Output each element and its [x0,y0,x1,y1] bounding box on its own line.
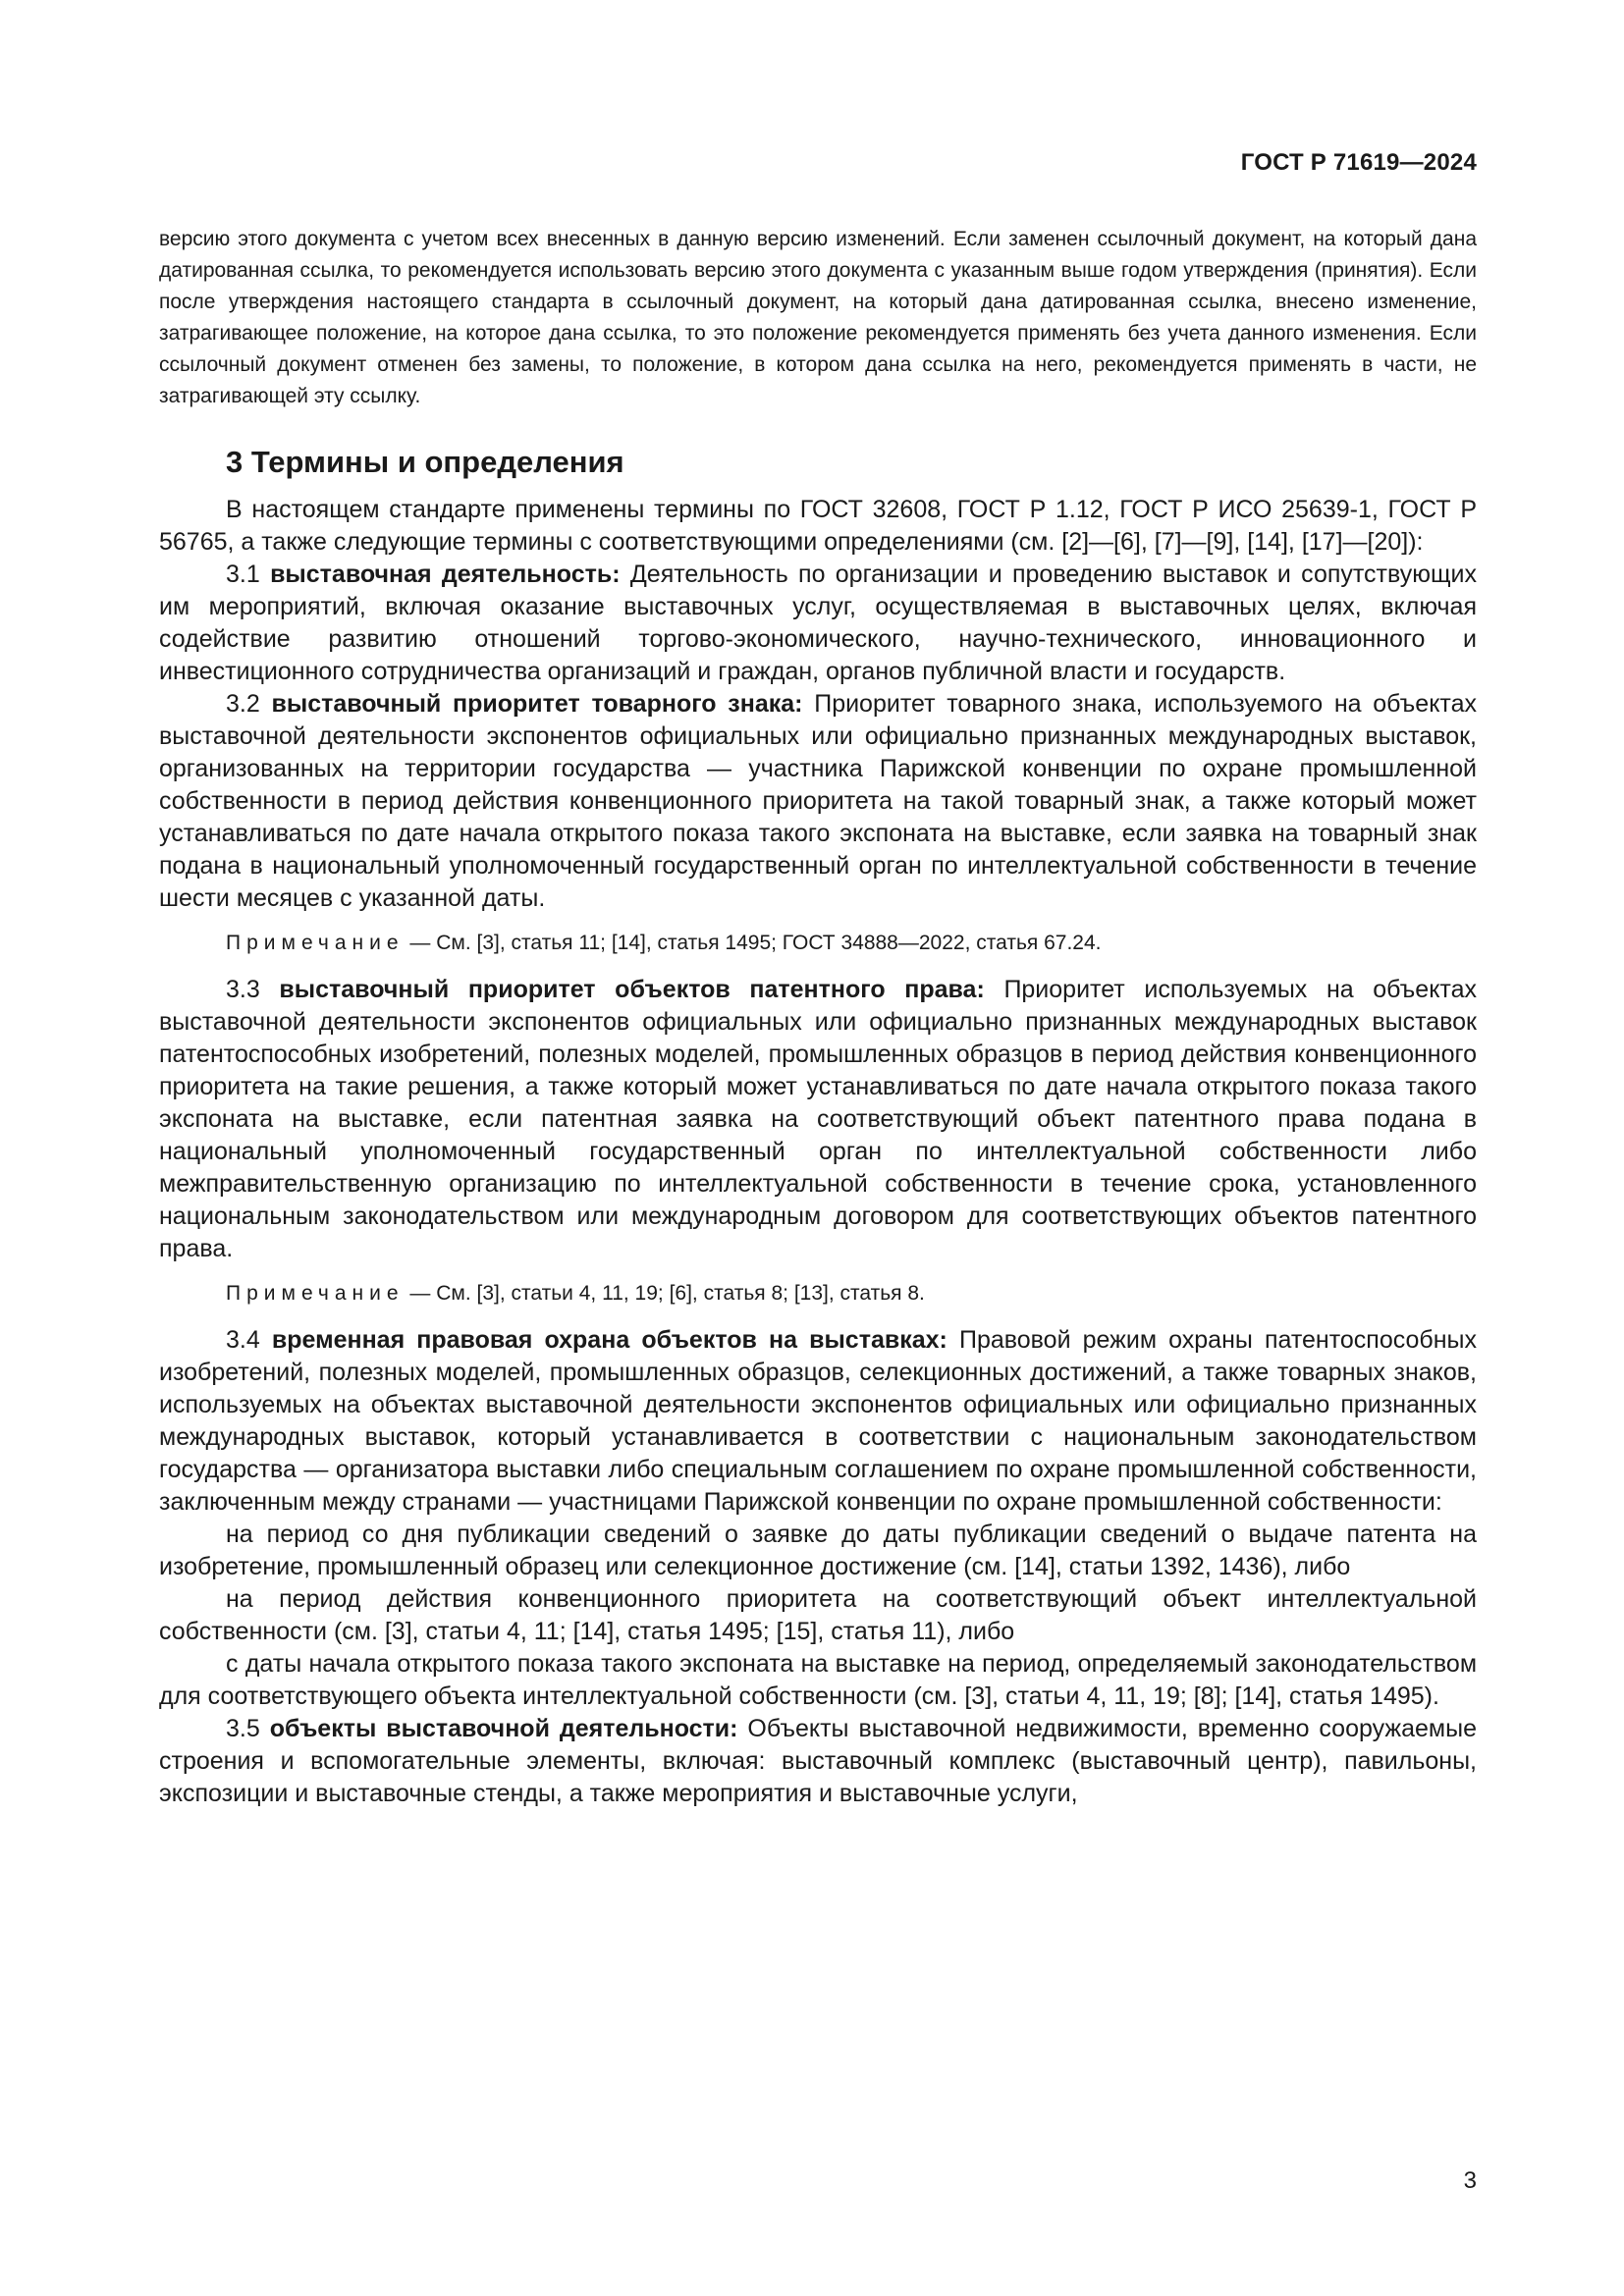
term-number: 3.3 [226,976,260,1003]
term-name: выставочный приоритет товарного знака: [271,690,803,718]
note-3-3 [159,1279,1477,1308]
term-number: 3.4 [226,1326,260,1354]
term-definition: Правовой режим охраны патентоспособных изобретений, полезных моделей, промышленных образцов, селекционных достижений, а также товарных знаков, используемых на объектах выставочной деятельности экспонентов официальных или официально признанных международных выставок, который устанавливается в соответствии с национальным законодательством государства — организатора выставки либо специальным соглашением по охране промышленной собственности, заключенным между странами — участницами Парижской конвенции по охране промышленной собственности: [159,1326,1478,1516]
section-lead-paragraph: В настоящем стандарте применены термины по ГОСТ 32608, ГОСТ Р 1.12, ГОСТ Р ИСО 25639-1, ГОСТ Р 56765, а также следующие термины с соответствующими определениями (см. [2]—[6], [7]—[9], [14], [17]—[20]): [159,496,1477,556]
term-name: объекты выставочной деятельности: [269,1715,738,1742]
page-number: 3 [1463,2167,1477,2194]
note-3-2 [159,929,1477,958]
term-name: выставочная деятельность: [270,561,621,588]
term-name: выставочный приоритет объектов патентного права: [279,976,985,1003]
note-label: Примечание [226,1282,405,1305]
term-3-3 [159,974,1477,1265]
list-item: с даты начала открытого показа такого экспоната на выставке на период, определяемый законодательством для соответствующего объекта интеллектуальной собственности (см. [3], статьи 4, 11, 19; [8]; [14], статья 1495). [159,1650,1477,1710]
note-text: — См. [3], статья 11; [14], статья 1495; ГОСТ 34888—2022, статья 67.24. [404,932,1102,954]
section-title: 3 Термины и определения [226,445,624,479]
term-name: временная правовая охрана объектов на выставках: [271,1326,947,1354]
term-definition: Приоритет товарного знака, используемого на объектах выставочной деятельности экспонентов официальных или официально признанных международных выставок, организованных на территории государства — участника Парижской конвенции по охране промышленной собственности в период действия конвенционного приоритета на такой товарный знак, а также который может устанавливаться по дате начала открытого показа такого экспоната на выставке, если заявка на товарный знак подана в национальный уполномоченный государственный орган по интеллектуальной собственности в течение шести месяцев с указанной даты. [159,690,1477,912]
list-item: на период действия конвенционного приоритета на соответствующий объект интеллектуальной собственности (см. [3], статьи 4, 11; [14], статья 1495; [15], статья 11), либо [159,1585,1477,1645]
term-3-4 [159,1324,1477,1519]
term-definition: Деятельность по организации и проведению выставок и сопутствующих им мероприятий, включая оказание выставочных услуг, осуществляемая в выставочных целях, включая содействие развитию отношений торгово-экономического, научно-технического, инновационного и инвестиционного сотрудничества организаций и граждан, органов публичной власти и государств. [159,561,1478,685]
term-definition: Приоритет используемых на объектах выставочной деятельности экспонентов официальных или официально признанных международных выставок патентоспособных изобретений, полезных моделей, промышленных образцов в период действия конвенционного приоритета на такие решения, а также который может устанавливаться по дате начала открытого показа такого экспоната на выставке, если патентная заявка на соответствующий объект патентного права подана в национальный уполномоченный государственный орган по интеллектуальной собственности либо межправительственную организацию по интеллектуальной собственности в течение срока, установленного национальным законодательством или международным договором для соответствующих объектов патентного права. [159,976,1477,1262]
term-3-1 [159,559,1477,688]
term-number: 3.5 [226,1715,260,1742]
list-item: на период со дня публикации сведений о заявке до даты публикации сведений о выдаче патента на изобретение, промышленный образец или селекционное достижение (см. [14], статьи 1392, 1436), либо [159,1521,1477,1580]
document-header: ГОСТ Р 71619—2024 [1240,149,1477,176]
term-3-2 [159,688,1477,915]
document-page [159,0,1477,2296]
term-number: 3.1 [226,561,260,588]
intro-paragraph: версию этого документа с учетом всех внесенных в данную версию изменений. Если заменен ссылочный документ, на который дана датированная ссылка, то рекомендуется использовать версию этого документа с указанным выше годом утверждения (принятия). Если после утверждения настоящего стандарта в ссылочный документ, на который дана датированная ссылка, внесено изменение, затрагивающее положение, на которое дана ссылка, то это положение рекомендуется применять без учета данного изменения. Если ссылочный документ отменен без замены, то положение, в котором дана ссылка на него, рекомендуется применять в части, не затрагивающей эту ссылку. [159,228,1477,407]
term-number: 3.2 [226,690,260,718]
document-body [159,224,1477,1810]
note-label: Примечание [226,932,405,954]
note-text: — См. [3], статьи 4, 11, 19; [6], статья 8; [13], статья 8. [404,1282,925,1305]
term-3-5 [159,1713,1477,1810]
term-definition: Объекты выставочной недвижимости, временно сооружаемые строения и вспомогательные элементы, включая: выставочный комплекс (выставочный центр), павильоны, экспозиции и выставочные стенды, а также мероприятия и выставочные услуги, [159,1715,1477,1807]
